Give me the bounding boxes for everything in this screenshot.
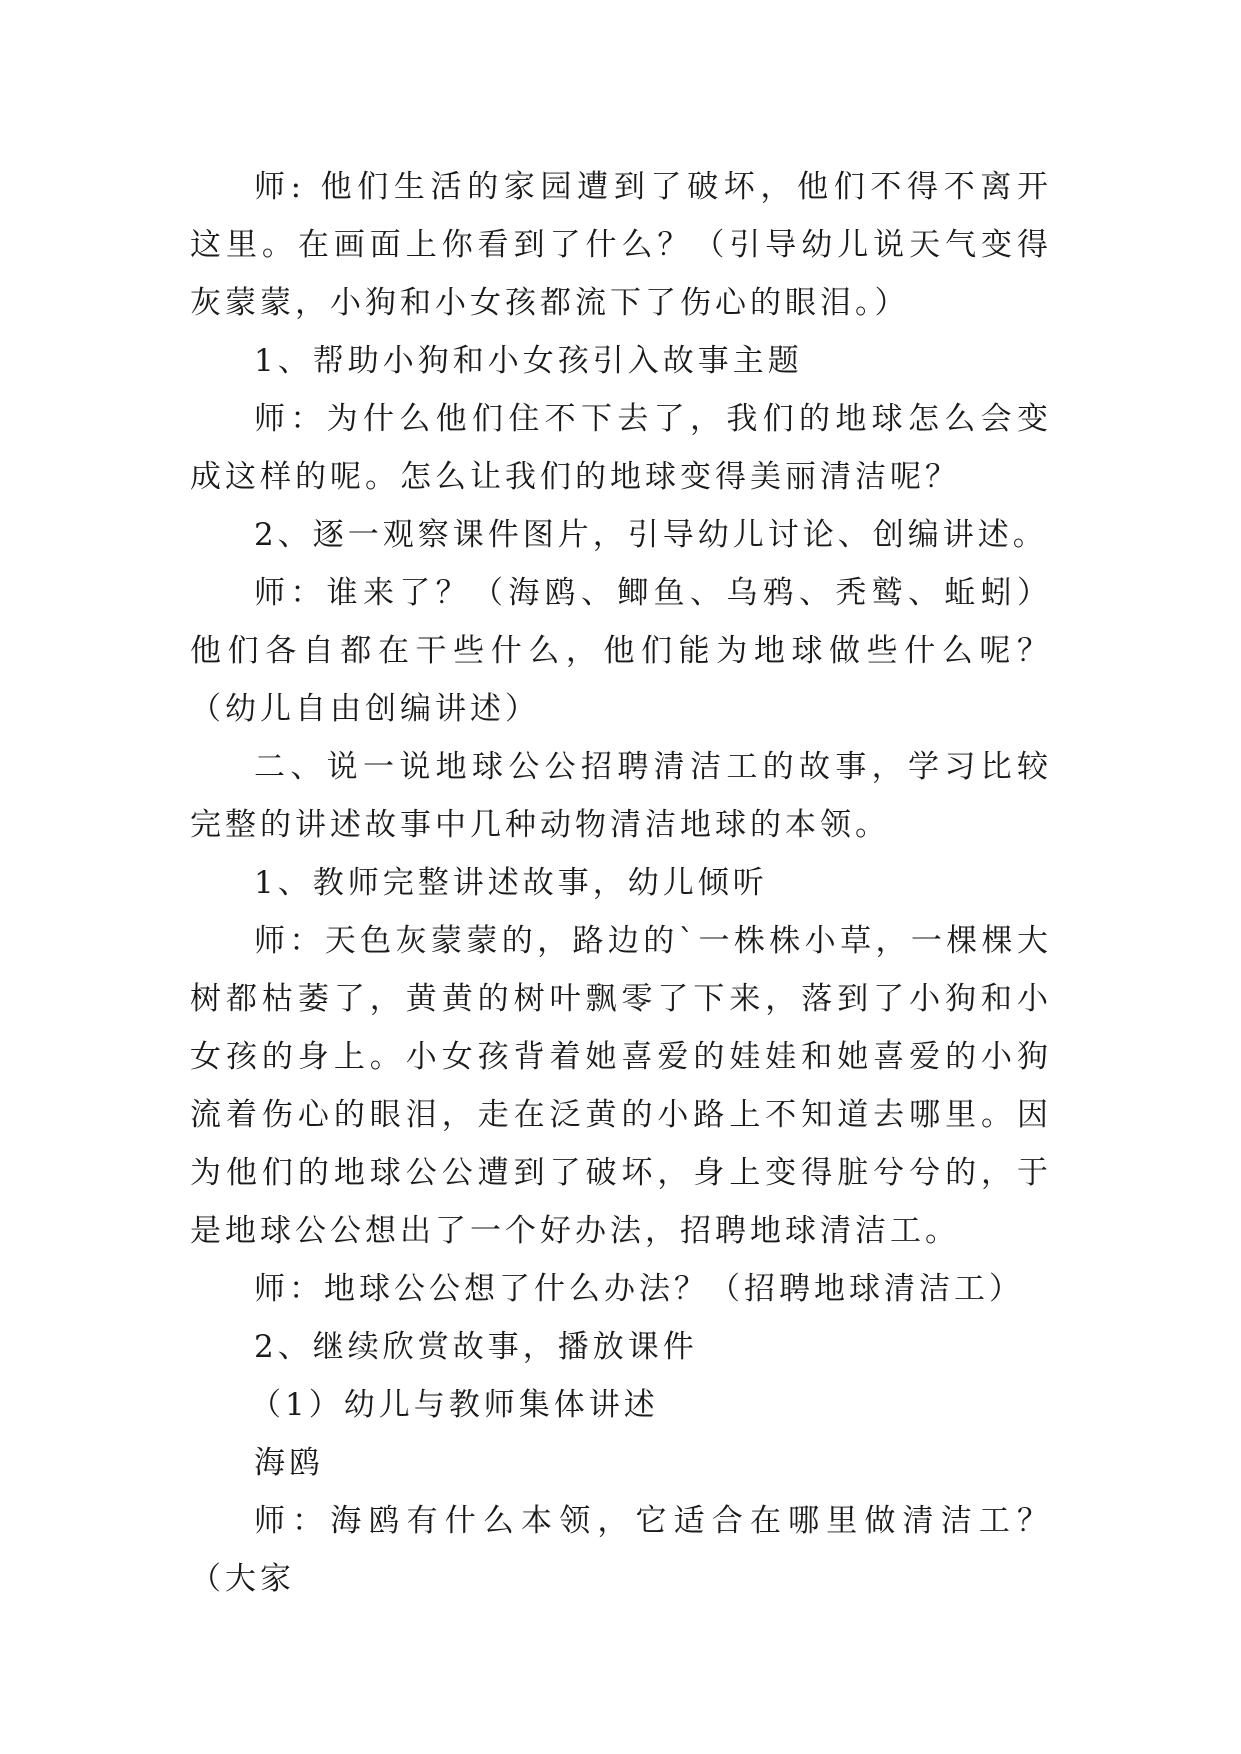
paragraph-5: 师：谁来了？（海鸥、鲫鱼、乌鸦、秃鹫、蚯蚓）他们各自都在干些什么，他们能为地球做些什么呢？（幼儿自由创编讲述） <box>190 575 1052 727</box>
paragraph-13: 师：海鸥有什么本领，它适合在哪里做清洁工？（大家 <box>190 1503 1052 1597</box>
paragraph-11: （1）幼儿与教师集体讲述 <box>250 1387 659 1423</box>
paragraph-7: 1、教师完整讲述故事，幼儿倾听 <box>254 865 768 901</box>
paragraph-2: 1、帮助小狗和小女孩引入故事主题 <box>254 343 803 379</box>
paragraph-10: 2、继续欣赏故事，播放课件 <box>254 1329 698 1365</box>
paragraph-3: 师：为什么他们住不下去了，我们的地球怎么会变成这样的呢。怎么让我们的地球变得美丽清洁呢？ <box>190 401 1052 495</box>
paragraph-8: 师：天色灰蒙蒙的，路边的`一株株小草，一棵棵大树都枯萎了，黄黄的树叶飘零了下来，落到了小狗和小女孩的身上。小女孩背着她喜爱的娃娃和她喜爱的小狗流着伤心的眼泪，走在泛黄的小路上不知道去哪里。因为他们的地球公公遭到了破坏，身上变得脏兮兮的，于是地球公公想出了一个好办法，招聘地球清洁工。 <box>190 923 1052 1249</box>
paragraph-4: 2、逐一观察课件图片，引导幼儿讨论、创编讲述。 <box>254 517 1048 553</box>
paragraph-9: 师：地球公公想了什么办法？（招聘地球清洁工） <box>254 1271 1024 1307</box>
paragraph-1: 师: 他们生活的家园遭到了破坏，他们不得不离开这里。在画面上你看到了什么？（引导幼儿说天气变得灰蒙蒙，小狗和小女孩都流下了伤心的眼泪。） <box>190 169 1052 321</box>
document-body <box>190 158 1052 1608</box>
paragraph-6: 二、说一说地球公公招聘清洁工的故事，学习比较完整的讲述故事中几种动物清洁地球的本领。 <box>190 749 1052 843</box>
paragraph-12: 海鸥 <box>254 1445 324 1481</box>
